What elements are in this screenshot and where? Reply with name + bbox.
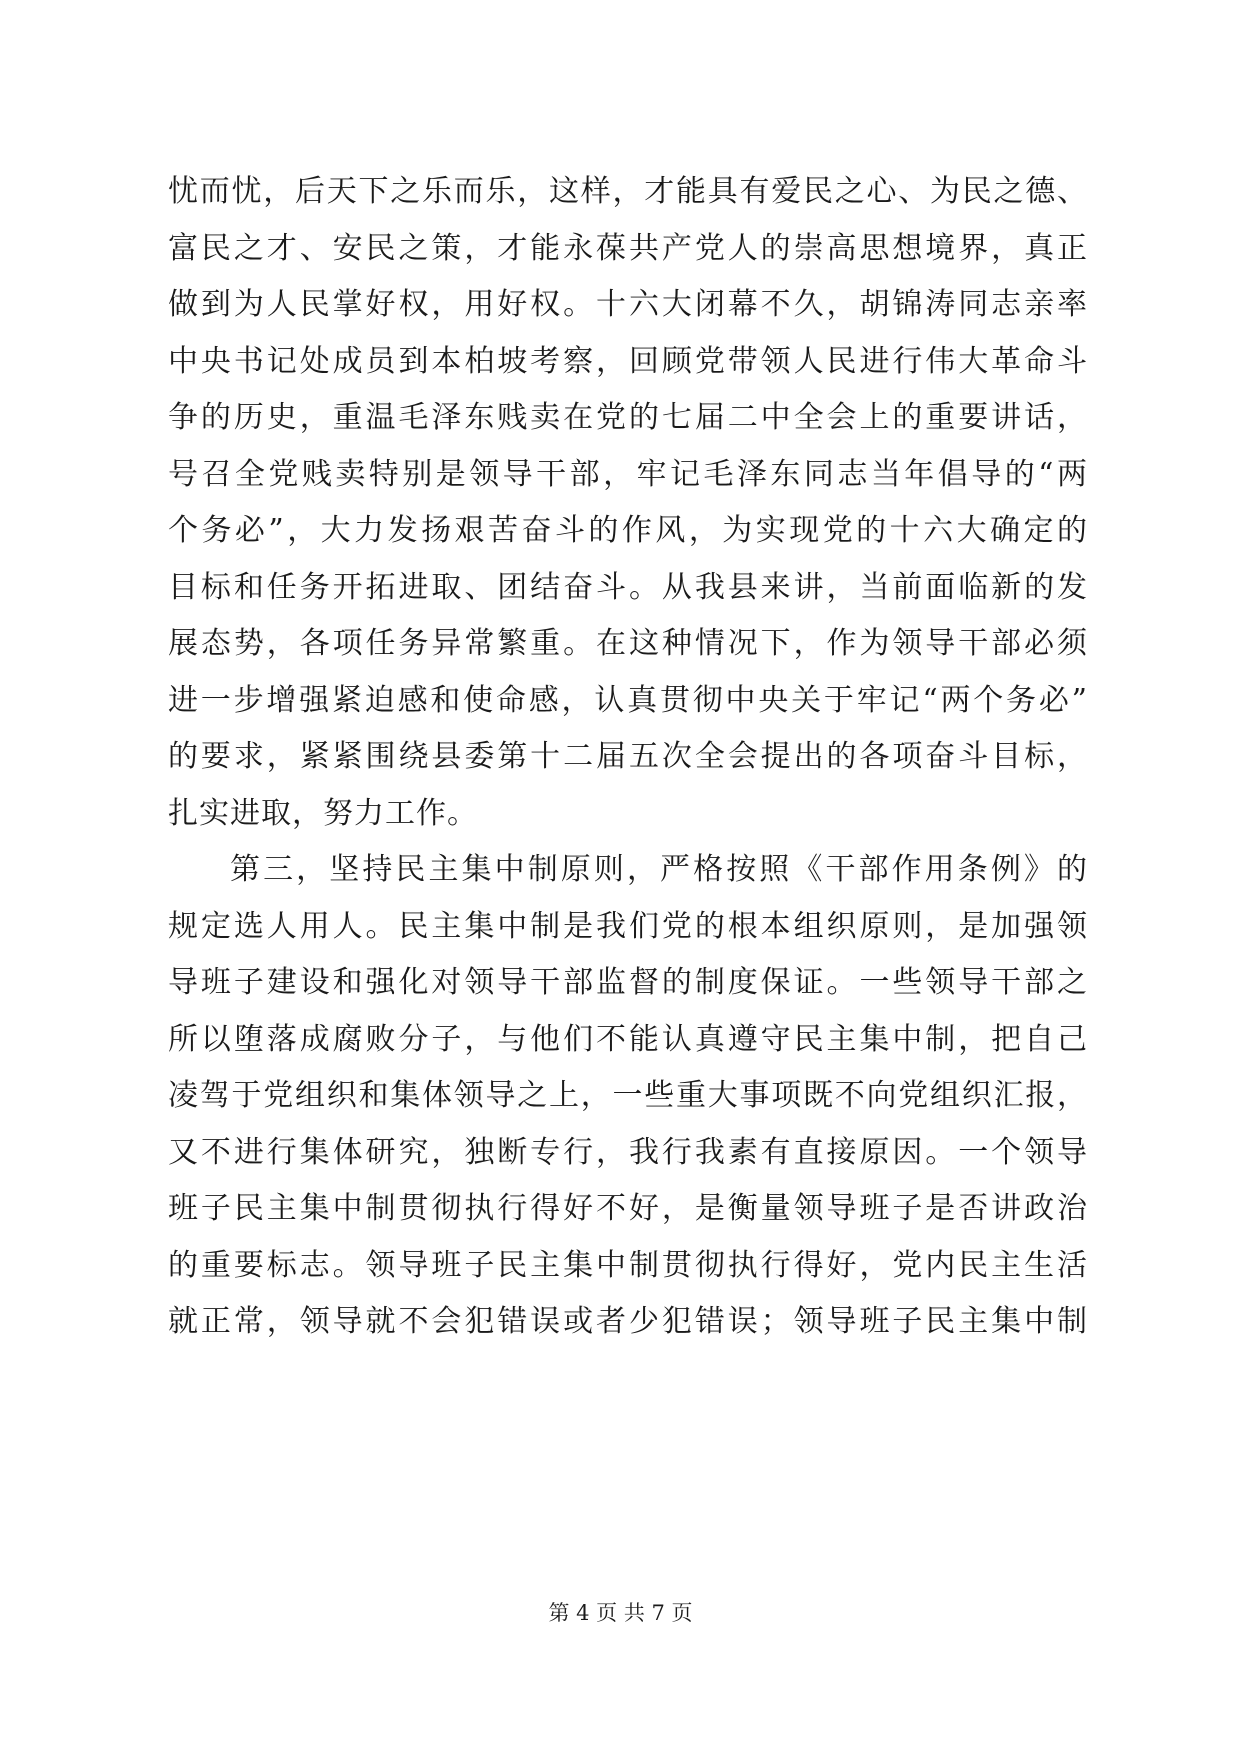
text-line: 中央书记处成员到本柏坡考察，回顾党带领人民进行伟大革命斗 [168,343,1088,379]
text-line: 凌驾于党组织和集体领导之上，一些重大事项既不向党组织汇报， [168,1078,1088,1113]
text-line: 导班子建设和强化对领导干部监督的制度保证。一些领导干部之 [168,965,1088,1000]
text-line: 又不进行集体研究，独断专行，我行我素有直接原因。一个领导 [168,1134,1088,1170]
text-line: 做到为人民掌好权，用好权。十六大闭幕不久，胡锦涛同志亲率 [168,287,1088,322]
text-line: 规定选人用人。民主集中制是我们党的根本组织原则，是加强领 [168,908,1088,944]
text-line: 班子民主集中制贯彻执行得好不好，是衡量领导班子是否讲政治 [168,1191,1088,1226]
text-line: 的要求，紧紧围绕县委第十二届五次全会提出的各项奋斗目标， [168,739,1088,774]
body-text [168,164,1088,1351]
text-line: 忧而忧，后天下之乐而乐，这样，才能具有爱民之心、为民之德、 [168,174,1088,209]
paragraph-first-line: 第三，坚持民主集中制原则，严格按照《干部作用条例》的 [230,852,1088,887]
text-line: 号召全党贱卖特别是领导干部，牢记毛泽东同志当年倡导的“两 [168,456,1088,492]
text-line: 富民之才、安民之策，才能永葆共产党人的崇高思想境界，真正 [168,230,1088,266]
text-line: 的重要标志。领导班子民主集中制贯彻执行得好，党内民主生活 [168,1247,1088,1283]
text-line: 目标和任务开拓进取、团结奋斗。从我县来讲，当前面临新的发 [168,569,1088,605]
text-line: 争的历史，重温毛泽东贱卖在党的七届二中全会上的重要讲话， [168,400,1088,435]
page-number-footer: 第 4 页 共 7 页 [548,1601,693,1625]
text-line: 就正常，领导就不会犯错误或者少犯错误；领导班子民主集中制 [168,1304,1088,1339]
text-line: 展态势，各项任务异常繁重。在这种情况下，作为领导干部必须 [168,626,1088,661]
paragraph-end-line: 扎实进取，努力工作。 [168,795,478,831]
text-line: 进一步增强紧迫感和使命感，认真贯彻中央关于牢记“两个务必” [168,682,1088,718]
text-line: 个务必”，大力发扬艰苦奋斗的作风，为实现党的十六大确定的 [168,513,1088,548]
text-line: 所以堕落成腐败分子，与他们不能认真遵守民主集中制，把自己 [168,1021,1088,1057]
